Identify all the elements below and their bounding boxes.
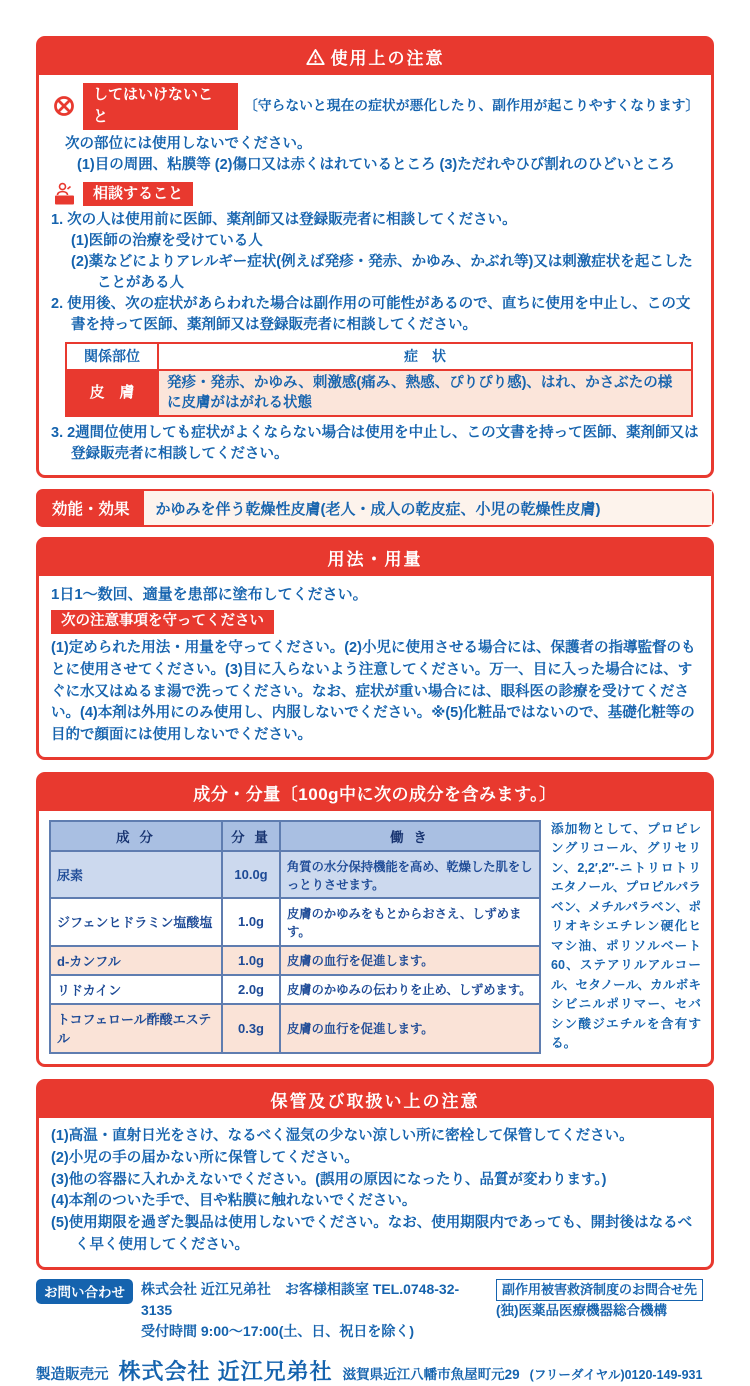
dosage-intro: 1日1〜数回、適量を患部に塗布してください。 <box>51 586 368 604</box>
relief-title: 副作用被害救済制度のお問合せ先 <box>496 1279 703 1302</box>
dosage-title: 用法・用量 <box>327 550 423 570</box>
ingredient-amount: 2.0g <box>222 975 280 1004</box>
section-ingredients <box>36 772 714 1067</box>
ingredient-row <box>50 851 540 898</box>
dont-note: 〔守らないと現在の症状が悪化したり、副作用が起こりやすくなります〕 <box>243 98 700 114</box>
storage-item: (3)他の容器に入れかえないでください。(誤用の原因になったり、品質が変わります。) <box>51 1171 607 1188</box>
symptom-col-symptom: 症 状 <box>158 343 692 369</box>
warning-triangle-icon <box>306 48 325 66</box>
symptom-desc-cell: 発疹・発赤、かゆみ、刺激感(痛み、熱感、ぴりぴり感)、はれ、かさぶたの様に皮膚がはがれる状態 <box>158 370 692 417</box>
prohibition-icon <box>51 95 77 117</box>
contact-line2: 受付時間 9:00〜17:00(土、日、祝日を除く) <box>141 1322 415 1339</box>
storage-body <box>39 1118 711 1267</box>
ingredient-amount: 10.0g <box>222 851 280 898</box>
dosage-badge-wrap <box>51 610 699 634</box>
ingredients-header-row <box>50 821 540 851</box>
relief-box <box>496 1279 714 1342</box>
ingredient-name: d-カンフル <box>50 946 222 975</box>
ingredient-row <box>50 975 540 1004</box>
ingredient-amount: 0.3g <box>222 1004 280 1053</box>
storage-item: (2)小児の手の届かない所に保管してください。 <box>51 1149 359 1166</box>
dont-badge: してはいけないこと <box>83 83 238 130</box>
section-dosage <box>36 537 714 760</box>
ingredients-col-action: 働 き <box>280 821 540 851</box>
precautions-body <box>39 75 711 475</box>
efficacy-label: 効能・効果 <box>38 491 144 525</box>
dosage-text: (1)定められた用法・用量を守ってください。(2)小児に使用させる場合には、保護者の指導監督のもとに使用させてください。(3)目に入らないよう注意してください。万一、目に入った場合には、すぐに水又はぬるま湯で洗ってください。なお、症状が重い場合には、眼科医の診療を受けてください。(4)本剤は外用にのみ使用し、内服しないでください。※(5)化粧品ではないので、基礎化粧等の目的で顔面には使用しないでください。 <box>51 640 696 744</box>
additives-note: 添加物として、プロピレングリコール、グリセリン、2,2′,2″-ニトリロトリエタノール、プロピルパラベン、メチルパラベン、ポリオキシエチレン硬化ヒマシ油、ポリソルベート60、ステアリルアルコール、セタノール、カルボキシビニルポリマー、セバシン酸ジエチルを含有する。 <box>551 821 701 1051</box>
storage-item: (5)使用期限を過ぎた製品は使用しないでください。なお、使用期限内であっても、開封後はなるべく早く使用してください。 <box>51 1215 693 1253</box>
consult-item-1-2: (2)薬などによりアレルギー症状(例えば発疹・発赤、かゆみ、かぶれ等)又は刺激症状を起こしたことがある人 <box>71 254 693 292</box>
ingredient-row <box>50 946 540 975</box>
consult-item-1-1: (1)医師の治療を受けている人 <box>71 233 263 250</box>
footer <box>36 1279 714 1386</box>
maker-address: 滋賀県近江八幡市魚屋町元29 <box>342 1366 520 1382</box>
section-precautions <box>36 36 714 478</box>
ingredient-name: トコフェロール酢酸エステル <box>50 1004 222 1053</box>
ingredient-name: ジフェンヒドラミン塩酸塩 <box>50 898 222 945</box>
dosage-body <box>39 576 711 757</box>
maker-label: 製造販売元 <box>36 1366 109 1383</box>
ingredient-action: 皮膚の血行を促進します。 <box>280 946 540 975</box>
dont-row <box>51 83 699 130</box>
maker-row <box>36 1355 714 1386</box>
consult-item-1: 1. 次の人は使用前に医師、薬剤師又は登録販売者に相談してください。 <box>51 212 517 229</box>
symptom-table <box>65 342 693 417</box>
ingredient-action: 皮膚の血行を促進します。 <box>280 1004 540 1053</box>
efficacy-text: かゆみを伴う乾燥性皮膚(老人・成人の乾皮症、小児の乾燥性皮膚) <box>144 491 712 525</box>
consultation-counter-icon <box>51 182 77 206</box>
ingredients-body <box>39 811 711 1064</box>
symptom-part-cell: 皮 膚 <box>66 370 158 417</box>
dosage-badge: 次の注意事項を守ってください <box>51 610 274 634</box>
ingredients-col-amount: 分 量 <box>222 821 280 851</box>
relief-org: (独)医薬品医療機器総合機構 <box>496 1303 667 1318</box>
ingredients-table <box>49 820 541 1054</box>
dosage-header <box>39 540 711 576</box>
ingredient-amount: 1.0g <box>222 898 280 945</box>
ingredient-action: 皮膚のかゆみの伝わりを止め、しずめます。 <box>280 975 540 1004</box>
dont-line2: (1)目の周囲、粘膜等 (2)傷口又は赤くはれているところ (3)ただれやひび割れのひどいところ <box>77 156 675 173</box>
storage-item: (1)高温・直射日光をさけ、なるべく湿気の少ない涼しい所に密栓して保管してください。 <box>51 1128 634 1144</box>
ingredient-action: 角質の水分保持機能を高め、乾燥した肌をしっとりさせます。 <box>280 851 540 898</box>
consult-item-3: 3. 2週間位使用しても症状がよくならない場合は使用を中止し、この文書を持って医師、薬剤師又は登録販売者に相談してください。 <box>51 425 699 463</box>
contact-line1: 株式会社 近江兄弟社 お客様相談室 TEL.0748-32-3135 <box>141 1280 460 1318</box>
section-storage <box>36 1079 714 1270</box>
ingredient-amount: 1.0g <box>222 946 280 975</box>
storage-title: 保管及び取扱い上の注意 <box>270 1092 480 1111</box>
maker-name: 株式会社 近江兄弟社 <box>118 1358 333 1384</box>
ingredient-name: 尿素 <box>50 851 222 898</box>
ingredient-row <box>50 1004 540 1053</box>
storage-header <box>39 1082 711 1118</box>
ingredients-col-name: 成 分 <box>50 821 222 851</box>
symptom-table-row <box>66 370 692 417</box>
contact-info <box>141 1279 488 1342</box>
section-efficacy <box>36 489 714 527</box>
contact-badge: お問い合わせ <box>36 1279 133 1304</box>
precautions-header <box>39 39 711 75</box>
consult-row <box>51 182 699 207</box>
ingredients-title: 成分・分量〔100g中に次の成分を含みます。〕 <box>193 784 557 804</box>
symptom-col-part: 関係部位 <box>66 343 158 369</box>
contact-row <box>36 1279 714 1342</box>
maker-phone: (フリーダイヤル)0120-149-931 <box>529 1367 703 1382</box>
storage-item: (4)本剤のついた手で、目や粘膜に触れないでください。 <box>51 1193 417 1210</box>
ingredient-action: 皮膚のかゆみをもとからおさえ、しずめます。 <box>280 898 540 945</box>
consult-badge: 相談すること <box>83 182 193 207</box>
consult-item-2: 2. 使用後、次の症状があらわれた場合は副作用の可能性があるので、直ちに使用を中止し、この文書を持って医師、薬剤師又は登録販売者に相談してください。 <box>51 296 691 334</box>
symptom-table-header-row <box>66 343 692 369</box>
ingredient-name: リドカイン <box>50 975 222 1004</box>
dont-line1: 次の部位には使用しないでください。 <box>65 135 312 152</box>
ingredients-header <box>39 775 711 811</box>
ingredient-row <box>50 898 540 945</box>
precautions-title: 使用上の注意 <box>330 49 445 68</box>
